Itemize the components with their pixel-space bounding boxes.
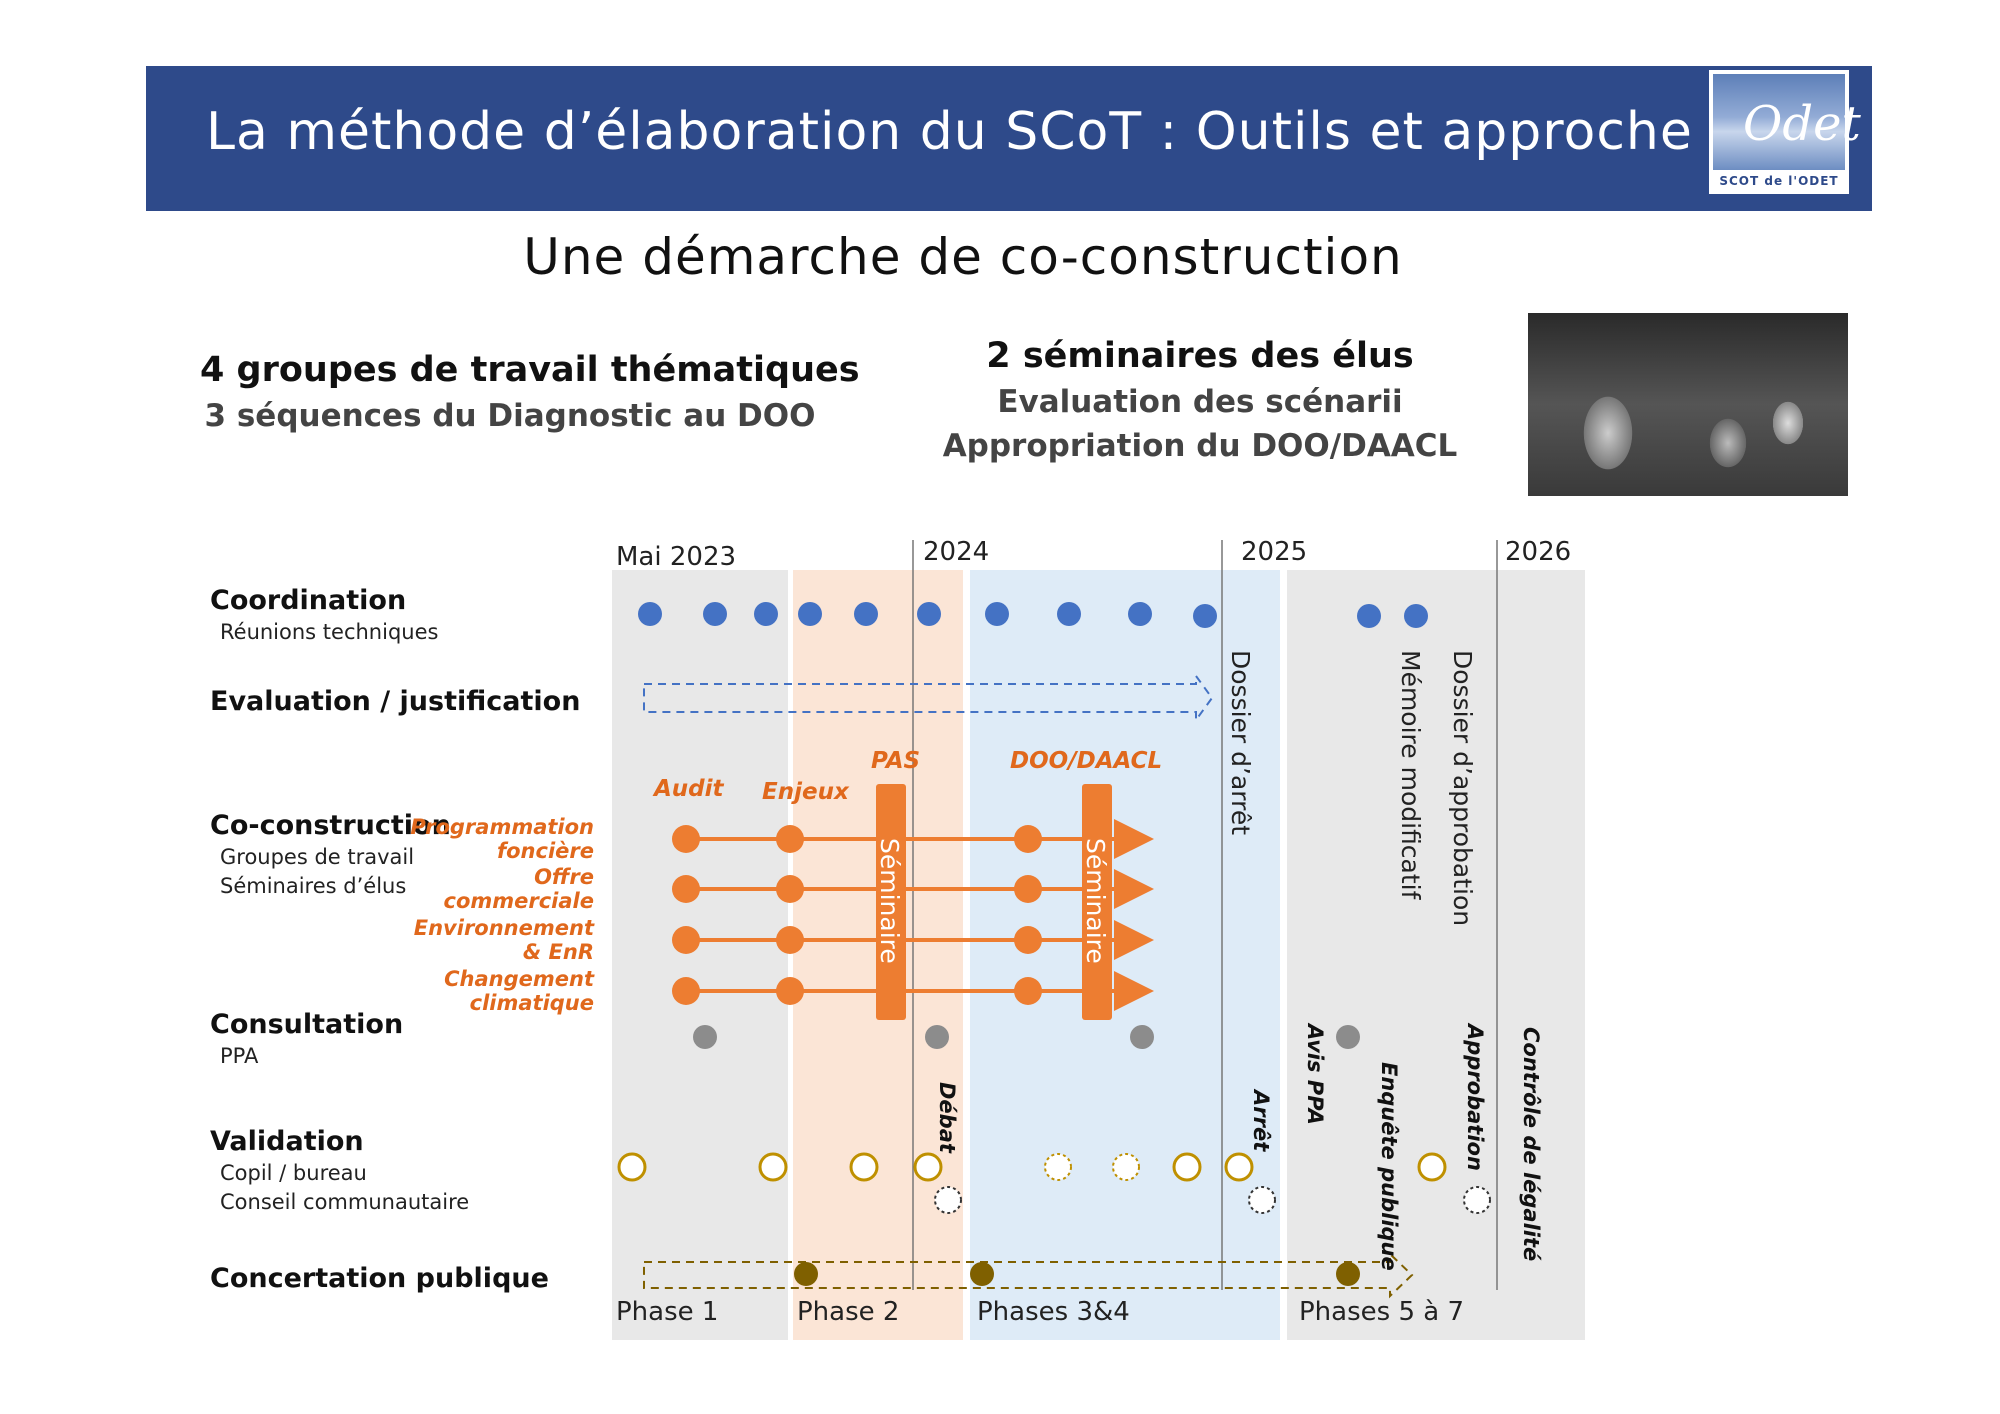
consultation-dot — [925, 1025, 949, 1049]
workgroup-session — [672, 825, 700, 853]
coordination-meeting — [638, 602, 662, 626]
intro-left-sub: 3 séquences du Diagnostic au DOO — [204, 398, 816, 434]
year-label: 2024 — [923, 537, 990, 567]
row-title: Co-construction — [210, 810, 451, 841]
consultation-dot — [1130, 1025, 1154, 1049]
row-sub: Réunions techniques — [220, 620, 439, 644]
logo-caption: SCOT de l'ODET — [1719, 174, 1839, 188]
copil-meeting — [915, 1154, 941, 1180]
theme-label: Offre — [534, 865, 594, 889]
row-sub: Copil / bureau — [220, 1161, 367, 1185]
coordination-meeting — [917, 602, 941, 626]
row-title: Consultation — [210, 1009, 404, 1040]
theme-label: & EnR — [522, 940, 594, 964]
theme-label: Programmation — [410, 815, 594, 839]
consultation-dot — [693, 1025, 717, 1049]
intro-right-sub1: Evaluation des scénarii — [997, 384, 1403, 420]
coordination-meeting — [798, 602, 822, 626]
council-meeting — [1464, 1187, 1490, 1213]
copil-meeting — [1419, 1154, 1445, 1180]
step-label: Audit — [654, 776, 724, 802]
phase-band-1 — [612, 570, 788, 1340]
workgroup-session — [1014, 977, 1042, 1005]
copil-meeting — [1226, 1154, 1252, 1180]
workgroup-session — [1014, 825, 1042, 853]
row-title: Evaluation / justification — [210, 686, 581, 717]
document-label: Mémoire modificatif — [1396, 650, 1425, 900]
workgroup-session — [672, 926, 700, 954]
consultation-dot — [1336, 1025, 1360, 1049]
row-sub: PPA — [220, 1044, 259, 1068]
step-label: PAS — [871, 748, 921, 774]
coordination-meeting — [854, 602, 878, 626]
copil-meeting-planned — [1113, 1154, 1139, 1180]
phase-label: Phase 1 — [616, 1297, 719, 1327]
page-subtitle: Une démarche de co-construction — [523, 228, 1403, 286]
coordination-meeting — [1193, 604, 1217, 628]
coordination-meeting — [1057, 602, 1081, 626]
milestone-label: Avis PPA — [1303, 1024, 1327, 1125]
copil-meeting — [760, 1154, 786, 1180]
intro-right-sub2: Appropriation du DOO/DAACL — [942, 428, 1458, 464]
logo-script: Odet — [1743, 96, 1861, 152]
milestone-label: Approbation — [1463, 1024, 1487, 1171]
council-meeting — [935, 1187, 961, 1213]
workgroup-session — [776, 825, 804, 853]
theme-label: foncière — [496, 839, 594, 863]
document-label: Dossier d’approbation — [1448, 650, 1477, 927]
phase-label: Phase 2 — [797, 1297, 900, 1327]
copil-meeting — [1174, 1154, 1200, 1180]
coordination-meeting — [1357, 604, 1381, 628]
row-sub: Groupes de travail — [220, 845, 415, 869]
copil-meeting-planned — [1045, 1154, 1071, 1180]
theme-label: Changement — [444, 967, 594, 991]
milestone-label: Débat — [935, 1082, 959, 1153]
concertation-dot — [1336, 1262, 1360, 1286]
row-sub: Conseil communautaire — [220, 1190, 470, 1214]
workgroup-session — [776, 875, 804, 903]
year-label: 2025 — [1241, 537, 1308, 567]
workgroup-session — [776, 977, 804, 1005]
concertation-dot — [970, 1262, 994, 1286]
coordination-meeting — [1404, 604, 1428, 628]
phase-label: Phases 3&4 — [977, 1297, 1130, 1327]
coordination-meeting — [754, 602, 778, 626]
workgroup-session — [672, 875, 700, 903]
milestone-label: Enquête publique — [1377, 1062, 1401, 1271]
page-title: La méthode d’élaboration du SCoT : Outils et approche — [206, 102, 1693, 162]
intro-left-heading: 4 groupes de travail thématiques — [200, 350, 860, 390]
workgroup-session — [776, 926, 804, 954]
document-label: Dossier d’arrêt — [1226, 650, 1255, 836]
year-label: 2026 — [1505, 537, 1572, 567]
step-label: DOO/DAACL — [1010, 748, 1163, 774]
theme-label: commerciale — [443, 889, 594, 913]
phase-label: Phases 5 à 7 — [1299, 1297, 1464, 1327]
coordination-meeting — [703, 602, 727, 626]
workgroup-session — [672, 977, 700, 1005]
council-meeting — [1249, 1187, 1275, 1213]
copil-meeting — [619, 1154, 645, 1180]
seminar-label: Séminaire — [875, 838, 904, 964]
coordination-meeting — [985, 602, 1009, 626]
seminar-label: Séminaire — [1081, 838, 1110, 964]
row-title: Validation — [210, 1126, 364, 1157]
row-title: Coordination — [210, 585, 407, 616]
intro-right-heading: 2 séminaires des élus — [986, 336, 1414, 376]
workgroup-session — [1014, 926, 1042, 954]
concertation-dot — [794, 1262, 818, 1286]
copil-meeting — [851, 1154, 877, 1180]
workgroup-session — [1014, 875, 1042, 903]
theme-label: climatique — [469, 991, 594, 1015]
row-title: Concertation publique — [210, 1263, 549, 1294]
milestone-label: Contrôle de légalité — [1519, 1027, 1543, 1262]
milestone-label: Arrêt — [1249, 1090, 1273, 1152]
step-label: Enjeux — [762, 779, 849, 805]
coordination-meeting — [1128, 602, 1152, 626]
theme-label: Environnement — [413, 916, 594, 940]
row-sub: Séminaires d’élus — [220, 874, 407, 898]
year-label: Mai 2023 — [616, 542, 737, 572]
